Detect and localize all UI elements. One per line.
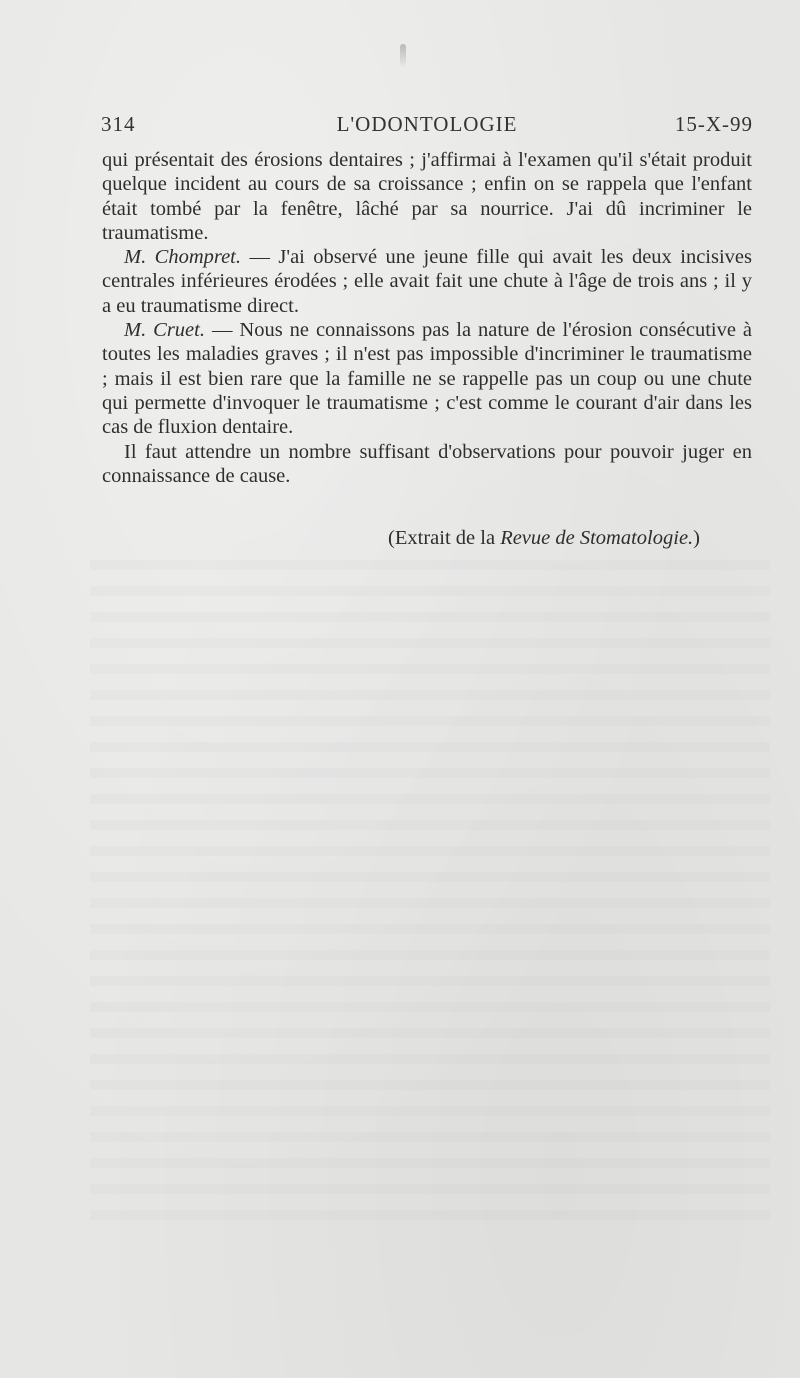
paragraph (102, 440, 752, 489)
paragraph-text: — Nous ne connaissons pas la nature de l'érosion consécutive à toutes les maladies graves ; il n'est pas impossible d'incriminer le traumatisme ; mais il est bien rare que la famille ne se rappelle pas un coup ou une chute qui permette d'invoquer le traumatisme ; c'est comme le courant d'air dans les cas de fluxion dentaire. (102, 319, 752, 439)
speaker-name: M. Cruet. (124, 319, 205, 342)
paragraph (102, 318, 752, 439)
paragraph-text: Il faut attendre un nombre suffisant d'observations pour pouvoir juger en connaissance de cause. (102, 440, 752, 487)
paragraph-text: — J'ai observé une jeune fille qui avait les deux incisives centrales inférieures érodées ; elle avait fait une chute à l'âge de trois ans ; il y a eu traumatisme direct. (102, 246, 752, 317)
paragraph (102, 245, 752, 318)
source-prefix: (Extrait de la (388, 527, 501, 549)
print-mark (400, 44, 406, 68)
show-through (90, 560, 770, 1220)
source-citation (102, 526, 752, 550)
speaker-name: M. Chompret. (124, 246, 242, 269)
body-text (102, 148, 752, 488)
journal-title: L'ODONTOLOGIE (336, 112, 518, 136)
paragraph (102, 148, 752, 245)
page-number: 314 (101, 112, 136, 136)
source-title: Revue de Stomatologie. (500, 527, 694, 549)
issue-date: 15-X-99 (674, 112, 753, 136)
running-header (101, 112, 753, 142)
paragraph-text: qui présentait des érosions dentaires ; j'affirmai à l'examen qu'il s'était produit quelque incident au cours de sa croissance ; enfin on se rappela que l'enfant était tombé par la fenêtre, lâché par sa nourrice. J'ai dû incriminer le traumatisme. (102, 149, 752, 244)
source-suffix: ) (693, 527, 700, 549)
